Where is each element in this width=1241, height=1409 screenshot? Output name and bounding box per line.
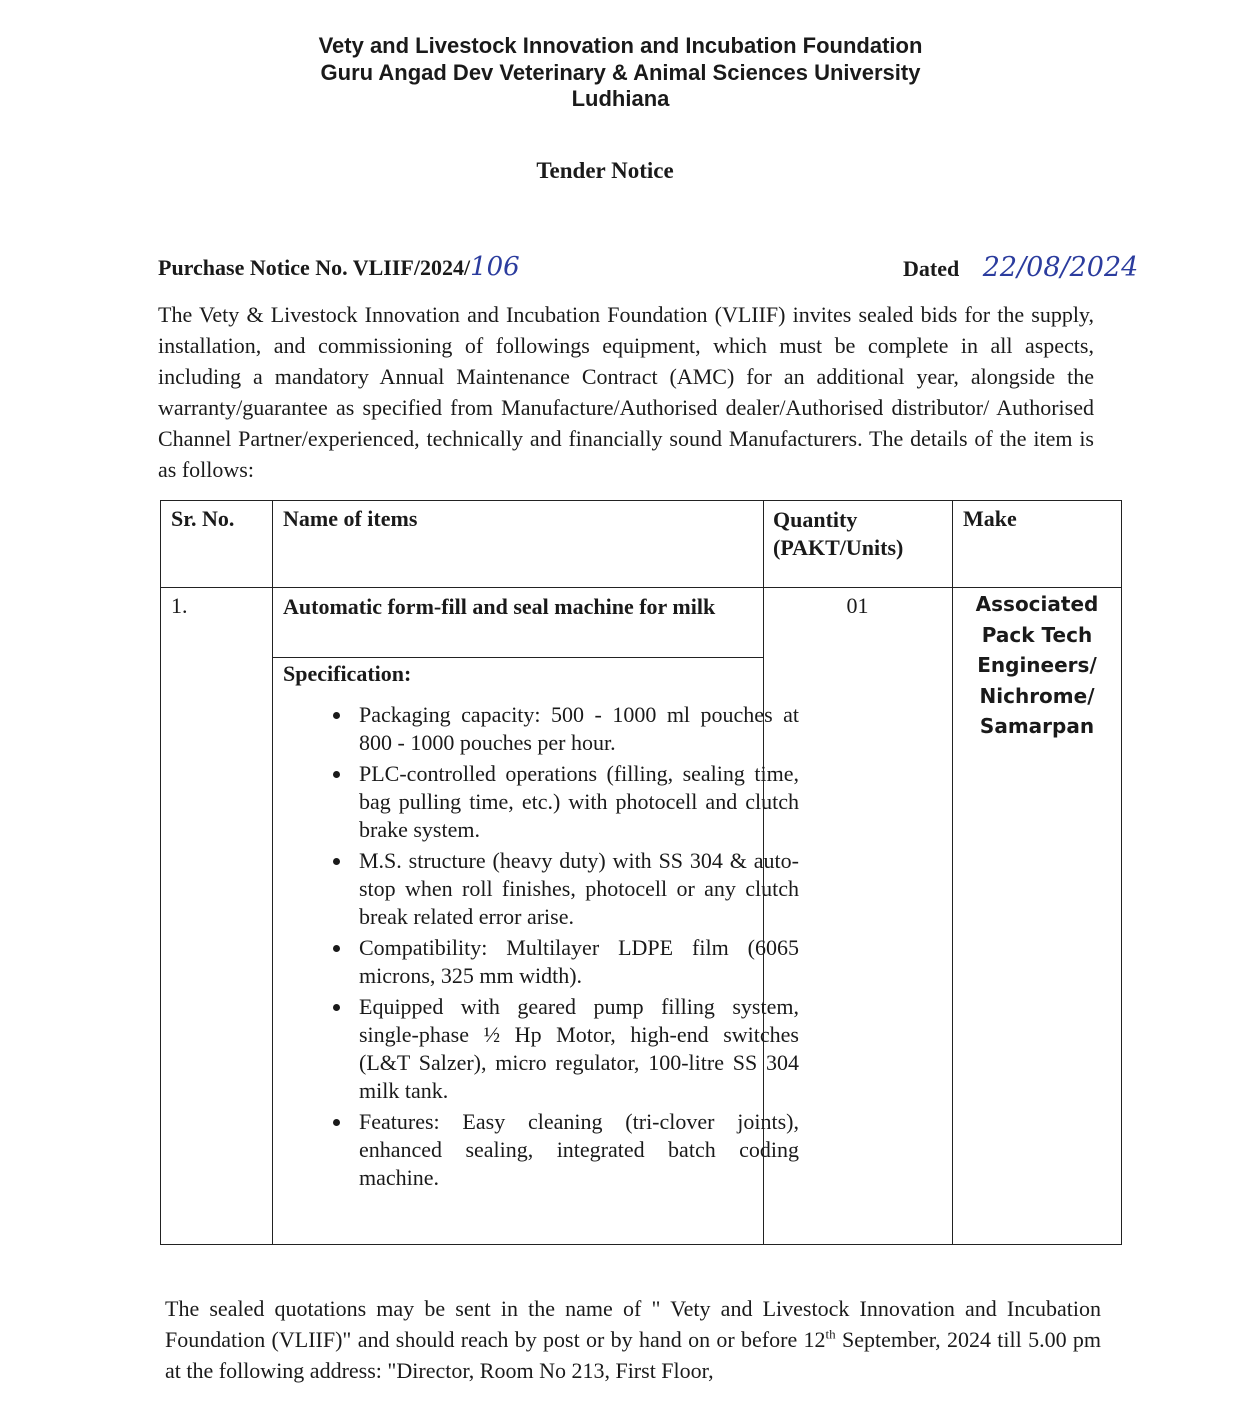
spec-list — [309, 701, 799, 1195]
list-item: • PLC-controlled operations (filling, sealing time, bag pulling time, etc.) with photocell and clutch brake system. — [353, 760, 799, 844]
item-name: Automatic form-fill and seal machine for milk — [283, 594, 716, 619]
spec-divider — [272, 657, 763, 658]
header-quantity: Quantity (PAKT/Units) — [773, 507, 904, 560]
handwritten-notice-number: 106 — [470, 252, 520, 282]
list-item: • Features: Easy cleaning (tri-clover joints), enhanced sealing, integrated batch coding machine. — [353, 1108, 799, 1192]
list-item: • Equipped with geared pump filling system, single-phase ½ Hp Motor, high-end switches (L&T Salzer), micro regulator, 100-litre SS 304 milk tank. — [353, 993, 799, 1105]
header-divider — [161, 587, 1121, 588]
items-table — [160, 500, 1122, 1245]
ordinal-superscript: th — [825, 1326, 836, 1342]
col-divider — [272, 501, 273, 1244]
dated-label: Dated — [903, 256, 960, 281]
spec-heading: Specification: — [283, 661, 412, 686]
document-title: Tender Notice — [536, 158, 674, 183]
header-sr-no: Sr. No. — [171, 506, 235, 531]
purchase-notice-number — [158, 252, 520, 282]
row-sr-no: 1. — [171, 593, 188, 618]
list-item: • Packaging capacity: 500 - 1000 ml pouches at 800 - 1000 pouches per hour. — [353, 701, 799, 757]
handwritten-date: 22/08/2024 — [982, 252, 1139, 283]
notice-date — [903, 252, 1138, 283]
row-quantity: 01 — [846, 593, 869, 618]
header-make: Make — [963, 506, 1017, 531]
closing-paragraph: The sealed quotations may be sent in the name of " Vety and Livestock Innovation and Incubation Foundation (VLIIF)" and should reach by post or by hand on or before 12th September, 2024 till 5.00 pm at the following address: "Director, Room No 213, First Floor, — [165, 1296, 1102, 1383]
col-divider — [952, 501, 953, 1244]
org-name: Vety and Livestock Innovation and Incubation Foundation — [318, 33, 923, 58]
list-item: • M.S. structure (heavy duty) with SS 304 & auto-stop when roll finishes, photocell or any clutch break related error arise. — [353, 847, 799, 931]
intro-paragraph: The Vety & Livestock Innovation and Incubation Foundation (VLIIF) invites sealed bids for the supply, installation, and commissioning of followings equipment, which must be complete in all aspects, including a mandatory Annual Maintenance Contract (AMC) for an additional year, alongside the warranty/guarantee as specified from Manufacture/Authorised dealer/Authorised distributor/ Authorised Channel Partner/experienced, technically and financially sound Manufacturers. The details of the item is as follows: — [158, 302, 1094, 482]
city-name: Ludhiana — [571, 86, 670, 111]
header-name-of-items: Name of items — [283, 506, 418, 531]
purchase-notice-label: Purchase Notice No. VLIIF/2024/ — [158, 255, 471, 280]
row-make: Associated Pack Tech Engineers/ Nichrome/ Samarpan — [975, 592, 1099, 738]
list-item: • Compatibility: Multilayer LDPE film (6065 microns, 325 mm width). — [353, 934, 799, 990]
university-name: Guru Angad Dev Veterinary & Animal Sciences University — [320, 60, 921, 85]
